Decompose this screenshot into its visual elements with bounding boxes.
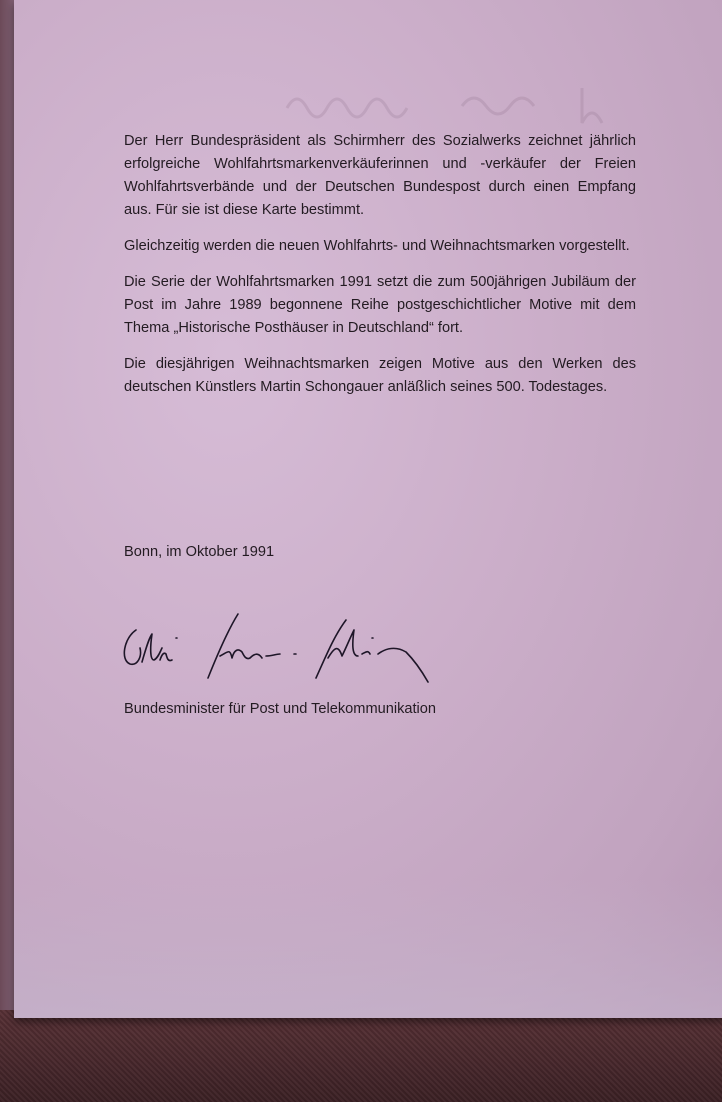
paragraph: Der Herr Bundespräsident als Schirmherr des Sozialwerks zeichnet jährlich erfolgreiche Wohlfahrtsmarkenverkäuferinnen und -verkäufer der Freien Wohlfahrtsverbände und der Deutschen Bundespost durch einen Empfang aus. Für sie ist diese Karte bestimmt. <box>124 133 636 218</box>
letter-body <box>124 130 636 412</box>
place-date: Bonn, im Oktober 1991 <box>124 544 275 560</box>
fabric-background <box>0 1005 722 1102</box>
paragraph: Die Serie der Wohlfahrtsmarken 1991 setzt die zum 500jährigen Jubiläum der Post im Jahre 1989 begonnene Reihe postgeschichtlicher Motive mit dem Thema „Historische Posthäuser in Deutschland“ fort. <box>124 274 636 336</box>
show-through-heading <box>282 78 612 128</box>
handwritten-signature <box>116 608 446 688</box>
signatory-title: Bundesminister für Post und Telekommunikation <box>124 701 437 717</box>
paragraph: Gleichzeitig werden die neuen Wohlfahrts- und Weihnachtsmarken vorgestellt. <box>124 238 630 254</box>
paragraph: Die diesjährigen Weihnachtsmarken zeigen Motive aus den Werken des deutschen Künstlers Martin Schongauer anläßlich seines 500. Todestages. <box>124 356 636 395</box>
